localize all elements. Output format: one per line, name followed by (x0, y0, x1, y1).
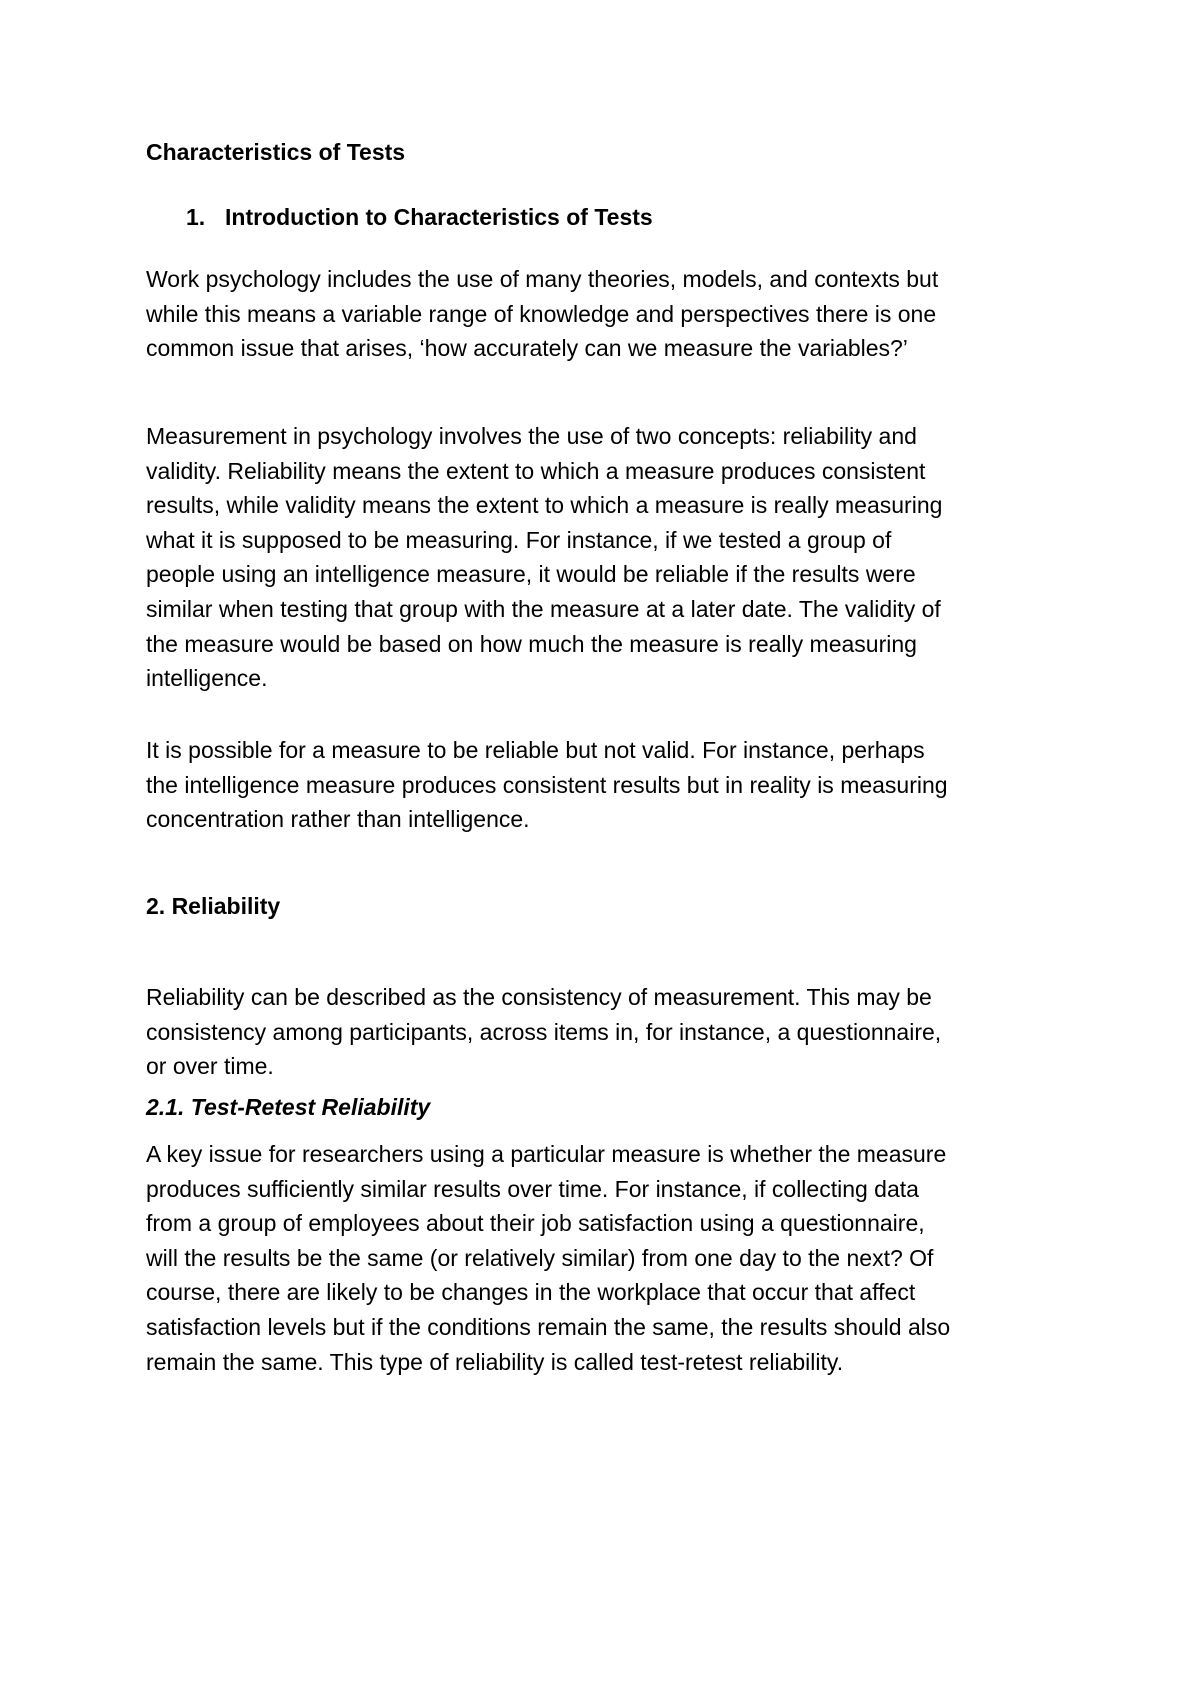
paragraph-line: consistency among participants, across items in, for instance, a questionnaire, (146, 1018, 942, 1045)
subsection-2-1-heading-text: 2.1. Test-Retest Reliability (146, 1094, 431, 1120)
paragraph-line: results, while validity means the extent to which a measure is really measuring (146, 492, 943, 519)
subsection-2-1-heading (146, 1090, 1086, 1125)
section-1-paragraph-2 (146, 419, 1086, 696)
document-title-text: Characteristics of Tests (146, 139, 406, 165)
paragraph-line: or over time. (146, 1053, 274, 1080)
paragraph-line: common issue that arises, ‘how accurately can we measure the variables?’ (146, 335, 908, 362)
section-1-heading-text: Introduction to Characteristics of Tests (225, 204, 653, 230)
paragraph-line: Work psychology includes the use of many theories, models, and contexts but (146, 266, 939, 292)
document-title (146, 135, 1086, 170)
paragraph-line: the intelligence measure produces consistent results but in reality is measuring (146, 771, 948, 798)
paragraph-line: concentration rather than intelligence. (146, 806, 530, 833)
section-2-heading-text: 2. Reliability (146, 893, 281, 919)
section-1-heading (186, 200, 653, 234)
paragraph-line: satisfaction levels but if the conditions remain the same, the results should also (146, 1313, 951, 1340)
paragraph-line: the measure would be based on how much the measure is really measuring (146, 630, 917, 657)
section-2-heading (146, 889, 1086, 924)
paragraph-line: It is possible for a measure to be reliable but not valid. For instance, perhaps (146, 737, 925, 763)
paragraph-line: validity. Reliability means the extent to which a measure produces consistent (146, 457, 926, 484)
paragraph-line: remain the same. This type of reliability is called test-retest reliability. (146, 1348, 844, 1375)
subsection-2-1-paragraph (146, 1137, 1086, 1379)
paragraph-line: while this means a variable range of knowledge and perspectives there is one (146, 300, 937, 327)
section-1-number: 1. (186, 204, 206, 230)
paragraph-line: Measurement in psychology involves the use of two concepts: reliability and (146, 423, 917, 449)
section-1-paragraph-3 (146, 733, 1086, 837)
paragraph-line: A key issue for researchers using a particular measure is whether the measure (146, 1141, 947, 1167)
paragraph-line: from a group of employees about their job satisfaction using a questionnaire, (146, 1210, 925, 1237)
paragraph-line: course, there are likely to be changes in the workplace that occur that affect (146, 1279, 916, 1306)
paragraph-line: will the results be the same (or relatively similar) from one day to the next? Of (146, 1244, 934, 1271)
paragraph-line: produces sufficiently similar results over time. For instance, if collecting data (146, 1175, 919, 1202)
paragraph-line: intelligence. (146, 665, 268, 692)
section-2-paragraph-1 (146, 980, 1086, 1084)
section-1-paragraph-1 (146, 262, 1086, 366)
paragraph-line: similar when testing that group with the measure at a later date. The validity of (146, 595, 941, 622)
paragraph-line: what it is supposed to be measuring. For instance, if we tested a group of (146, 526, 892, 553)
paragraph-line: Reliability can be described as the consistency of measurement. This may be (146, 984, 932, 1010)
paragraph-line: people using an intelligence measure, it would be reliable if the results were (146, 561, 916, 588)
